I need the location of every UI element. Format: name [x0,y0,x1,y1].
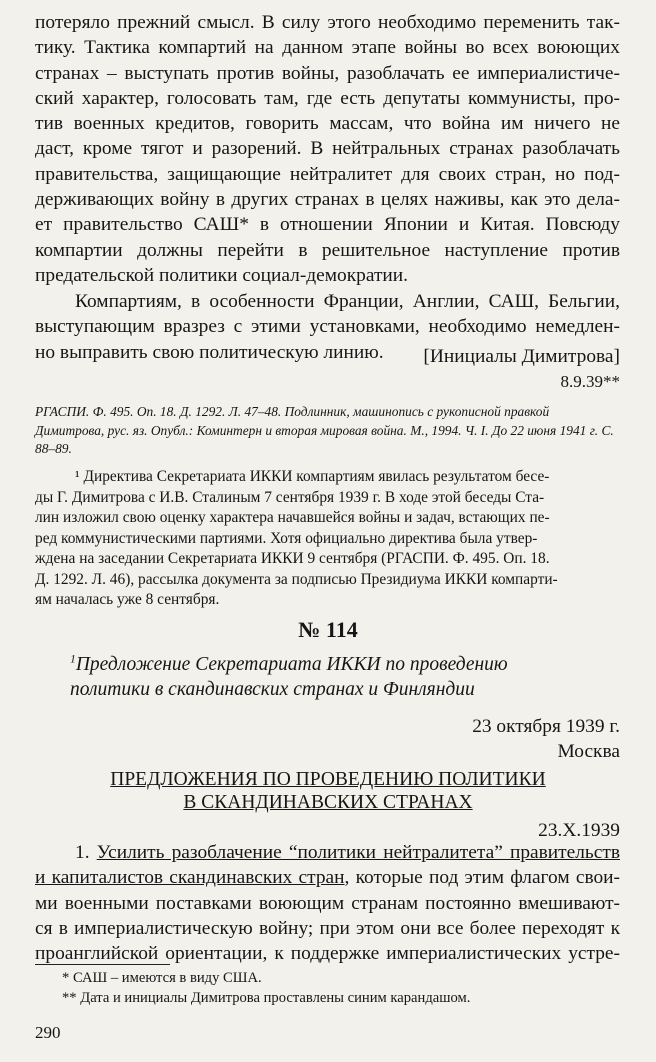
document-title-text: Предложение Секретариата ИККИ по проведению политики в скандинавских странах и Финляндии [70,654,508,700]
text-line: проанглийской ориентации, к поддержке империалистических устре- [35,943,620,965]
document-title [70,652,590,702]
text-line: правительства, защищающие нейтралитет для своих стран, но под- [35,163,620,185]
heading-line-2: В СКАНДИНАВСКИХ СТРАНАХ [183,792,473,813]
text-line: держивающих войну в других странах в целях наживы, как это дела- [35,189,620,211]
endnote [35,467,620,611]
text-line: ет правительство САШ* в отношении Японии и Китая. Повсюду [35,214,620,236]
heading-date: 23.X.1939 [538,820,620,841]
top-paragraph [35,10,620,288]
text-line: тику. Тактика компартий на данном этапе войны во всех воюющих [35,37,620,59]
document-number: № 114 [298,617,358,642]
text-line: но выправить свою политическую линию. [35,341,384,363]
note-line: ды Г. Димитрова с И.В. Сталиным 7 сентября 1939 г. В ходе этой беседы Ста- [35,488,545,506]
note-line: Д. 1292. Л. 46), рассылка документа за подписью Президиума ИККИ компарти- [35,570,558,588]
note-line: ¹ Директива Секретариата ИККИ компартиям явилась результатом бесе- [75,468,550,485]
text-line: потеряло прежний смысл. В силу этого необходимо переменить так- [35,12,620,33]
text-line [35,865,620,890]
note-line: ям началась уже 8 сентября. [35,591,220,608]
text-line: тив военных кредитов, говорить массам, что война им ничего не [35,113,620,135]
page-number: 290 [35,1023,61,1042]
document-date: 23 октября 1939 г. [472,716,620,737]
text-line: предательской политики социал-демократии. [35,264,409,286]
footnote-1: * САШ – имеются в виду США. [62,970,262,986]
text-line: выступающим вразрез с этими установками, необходимо немедлен- [35,316,620,338]
item-1 [35,840,620,966]
note-line: лин изложил свою оценку характера начавшейся войны и задач, встающих пе- [35,509,550,526]
note-line: ждена на заседании Секретариата ИККИ 9 сентября (РГАСПИ. Ф. 495. Оп. 18. [35,550,550,567]
underlined-text: Усилить разоблачение “политики нейтралитета” правительств [96,842,620,863]
text-line: компартии должны перейти в решительное наступление против [35,239,620,261]
text-line: ся в империалистическую войну; при этом они все более переходят к [35,917,620,939]
signature-date: 8.9.39** [560,372,620,391]
text-line [35,840,620,865]
text-run: , которые под этим флагом свои- [344,867,620,889]
text-line: странах – выступать против войны, разоблачать ее империалистиче- [35,62,620,84]
text-line: ский характер, голосовать там, где есть депутаты коммунисты, про- [35,87,620,109]
footnote-2: ** Дата и инициалы Димитрова проставлены синим карандашом. [62,990,471,1006]
text-line: ми военными поставками воюющим странам постоянно вмешивают- [35,892,620,914]
note-line: ред коммунистическими партиями. Хотя официально директива была утвер- [35,529,538,547]
underlined-text: и капиталистов скандинавских стран [35,867,345,889]
signature: [Инициалы Димитрова] [423,346,620,367]
archival-source: РГАСПИ. Ф. 495. Оп. 18. Д. 1292. Л. 47–48. Подлинник, машинопись с рукописной правкой Димитрова, рус. яз. Опубл.: Коминтерн и вторая мировая война. М., 1994. Ч. I. До 22 июня 1941 г. С. 88–89. [35,404,614,457]
footnote-marker: 1 [70,652,76,666]
item-number: 1. [75,842,97,863]
text-line: Компартиям, в особенности Франции, Англии, САШ, Бельгии, [75,291,620,312]
document-place: Москва [557,741,620,762]
footnote-rule [35,964,170,965]
heading-line-1: ПРЕДЛОЖЕНИЯ ПО ПРОВЕДЕНИЮ ПОЛИТИКИ [110,769,546,790]
text-line: даст, кроме тягот и разорений. В нейтральных странах разоблачать [35,138,620,160]
